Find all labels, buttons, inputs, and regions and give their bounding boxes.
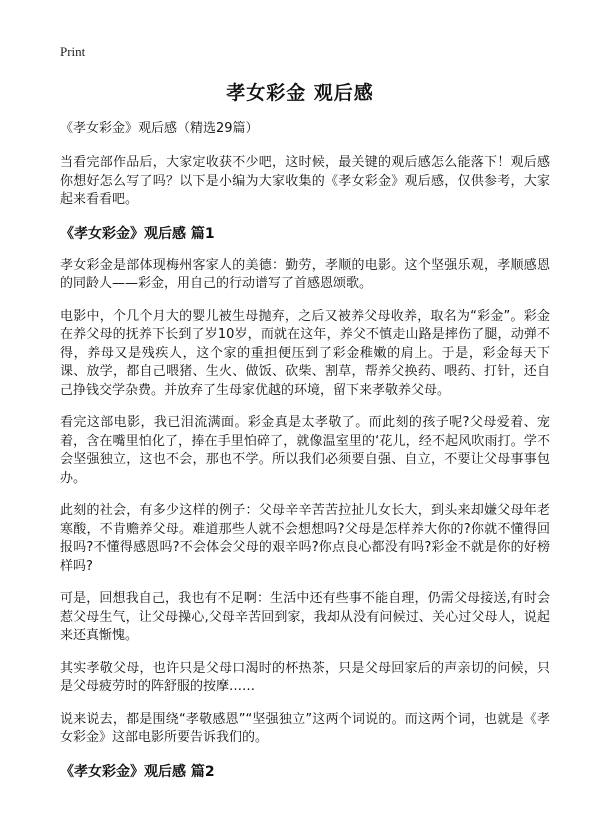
paragraph: 孝女彩金是部体现梅州客家人的美德：勤劳，孝顺的电影。这个坚强乐观，孝顺感恩的同龄人——彩金，用自己的行动谱写了首感恩颂歌。 <box>60 257 550 291</box>
section-2-heading: 《孝女彩金》观后感 篇2 <box>60 763 215 780</box>
paragraph: 电影中，个几个月大的婴儿被生母抛弃，之后又被养父母收养，取名为“彩金”。彩金在养父母的抚养下长到了岁10岁，而就在这年，养父不慎走山路是摔伤了腿，动弹不得，养母又是残疾人，这个家的重担便压到了彩金稚嫩的肩上。于是，彩金每天下课、放学，都自己喂猪、生火、做饭、砍柴、割草，帮养父换药、喂药、打针，还自己挣钱交学杂费。并放弃了生母家优越的环境，留下来孝敬养父母。 <box>60 308 550 398</box>
paragraph: 看完这部电影，我已泪流满面。彩金真是太孝敬了。而此刻的孩子呢?父母爱着、宠着，含在嘴里怕化了，捧在手里怕碎了，就像温室里的‘花儿，经不起风吹雨打。学不会坚强独立，这也不会，那也不学。所以我们必须要自强、自立，不要让父母事事包办。 <box>60 415 550 486</box>
paragraph: 此刻的社会，有多少这样的例子：父母辛辛苦苦拉扯儿女长大，到头来却嫌父母年老寒酸，不肯赡养父母。难道那些人就不会想想吗?父母是怎样养大你的?你就不懂得回报吗?不懂得感恩吗?不会体会父母的艰辛吗?你点良心都没有吗?彩金不就是你的好榜样吗? <box>60 503 550 574</box>
page-title: 孝女彩金 观后感 <box>226 82 374 104</box>
document-body <box>60 120 550 795</box>
section-1-heading: 《孝女彩金》观后感 篇1 <box>60 225 215 242</box>
paragraph: 其实孝敬父母，也许只是父母口渴时的杯热茶，只是父母回家后的声亲切的问候，只是父母疲劳时的阵舒服的按摩…… <box>60 660 550 694</box>
paragraph: 说来说去，都是围绕“孝敬感恩”“坚强独立”这两个词说的。而这两个词，也就是《孝女彩金》这部电影所要告诉我们的。 <box>60 711 550 745</box>
document-subtitle: 《孝女彩金》观后感（精选29篇） <box>60 121 259 136</box>
print-link[interactable]: Print <box>60 44 86 59</box>
intro-paragraph: 当看完部作品后，大家定收获不少吧，这时候，最关键的观后感怎么能落下！观后感你想好怎么写了吗？以下是小编为大家收集的《孝女彩金》观后感，仅供参考，大家起来看看吧。 <box>60 155 550 207</box>
paragraph: 可是，回想我自己，我也有不足啊：生活中还有些事不能自理，仍需父母接送,有时会惹父母生气，让父母操心,父母辛苦回到家，我却从没有问候过、关心过父母人，说起来还真惭愧。 <box>60 591 550 643</box>
